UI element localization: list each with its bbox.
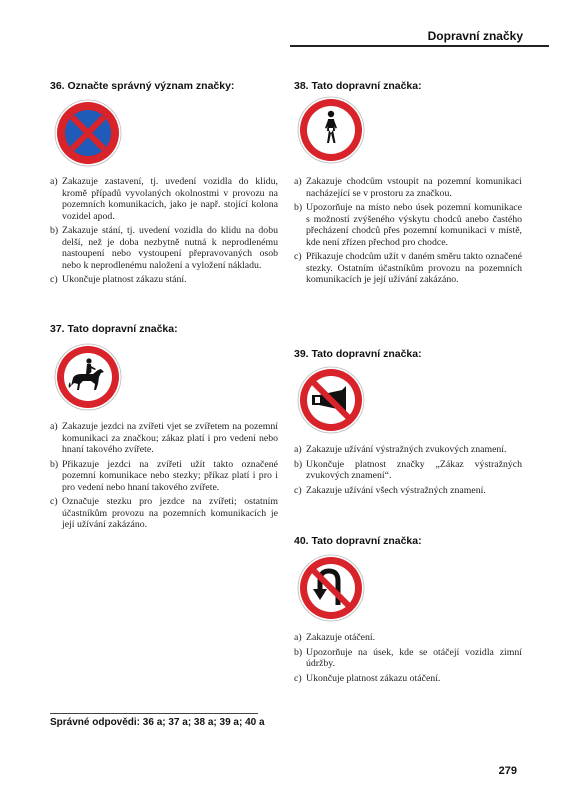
question-39-answers bbox=[294, 444, 522, 499]
answer-38-b: b) Upozorňuje na místo nebo úsek pozemní komunikace s možností zvýšeného výskytu chodců anebo častého přecházení chodců přes pozemní komunikaci v místě, kde není zřízen přechod pro chodce. bbox=[294, 202, 522, 248]
no-pedestrians-sign-icon bbox=[296, 95, 366, 165]
answer-37-c: c) Označuje stezku pro jezdce na zvířeti; ostatním účastníkům provozu na pozemních komunikacích je její užívání zakázáno. bbox=[50, 496, 278, 530]
question-37-answers bbox=[50, 421, 278, 534]
answer-37-b: b) Přikazuje jezdci na zvířeti užít takto označené pozemní komunikace nebo stezky; příkaz platí i pro i pro vedení nebo hnaní takového zvířete. bbox=[50, 458, 278, 493]
answer-39-c: c) Zakazuje užívání všech výstražných znamení. bbox=[294, 484, 486, 496]
answer-36-a: a) Zakazuje zastavení, tj. uvedení vozidla do klidu, kromě případů vyvolaných okolnostmi v provozu na pozemních komunikacích, jako je např. stojící kolona vozidel apod. bbox=[50, 176, 278, 222]
answer-36-b: b) Zakazuje stání, tj. uvedení vozidla do klidu na dobu delší, než je doba nezbytně nutná k neprodlenému nastoupení nebo vystoupení přepravovaných osob nebo k neprodlenému naložení a vyložení nákladu. bbox=[50, 225, 278, 271]
header-title: Dopravní značky bbox=[427, 29, 523, 43]
answer-37-a: a) Zakazuje jezdci na zvířeti vjet se zvířetem na pozemní komunikaci za značkou; zákaz platí i pro vedení nebo hnaní takového zvířete. bbox=[50, 421, 278, 455]
answer-40-a: a) Zakazuje otáčení. bbox=[294, 632, 376, 643]
answer-40-c: c) Ukončuje platnost zákazu otáčení. bbox=[294, 672, 441, 684]
no-stopping-sign-icon bbox=[53, 98, 123, 168]
answer-39-a: a) Zakazuje užívání výstražných zvukových znamení. bbox=[294, 444, 507, 455]
question-38-answers bbox=[294, 176, 522, 289]
correct-answers: Správné odpovědi: 36 a; 37 a; 38 a; 39 a; 40 a bbox=[50, 717, 265, 728]
no-u-turn-sign-icon bbox=[296, 553, 366, 623]
question-36-title: 36. Označte správný význam značky: bbox=[50, 80, 235, 92]
answer-36-c: c) Ukončuje platnost zákazu stání. bbox=[50, 274, 187, 285]
question-37-title: 37. Tato dopravní značka: bbox=[50, 323, 178, 335]
page-number: 279 bbox=[498, 765, 517, 777]
question-40-title: 40. Tato dopravní značka: bbox=[294, 535, 422, 547]
question-40-answers bbox=[294, 632, 522, 687]
answer-38-a: a) Zakazuje chodcům vstoupit na pozemní komunikaci nacházející se v prostoru za značkou. bbox=[294, 176, 522, 199]
answer-38-c: c) Přikazuje chodcům užít v daném směru takto označené stezky. Ostatním účastníkům provozu na pozemních komunikacích je její užívání zakázáno. bbox=[294, 251, 522, 285]
question-38-title: 38. Tato dopravní značka: bbox=[294, 80, 422, 92]
answer-39-b: b) Ukončuje platnost značky „Zákaz výstražných zvukových znamení“. bbox=[294, 458, 522, 481]
answer-40-b: b) Upozorňuje na úsek, kde se otáčejí vozidla zimní údržby. bbox=[294, 646, 522, 669]
question-36-answers bbox=[50, 176, 278, 289]
question-39-title: 39. Tato dopravní značka: bbox=[294, 348, 422, 360]
no-horn-sign-icon bbox=[296, 365, 366, 435]
footer-rule bbox=[50, 713, 258, 714]
no-horse-riders-sign-icon bbox=[53, 342, 123, 412]
header-rule bbox=[290, 45, 549, 47]
